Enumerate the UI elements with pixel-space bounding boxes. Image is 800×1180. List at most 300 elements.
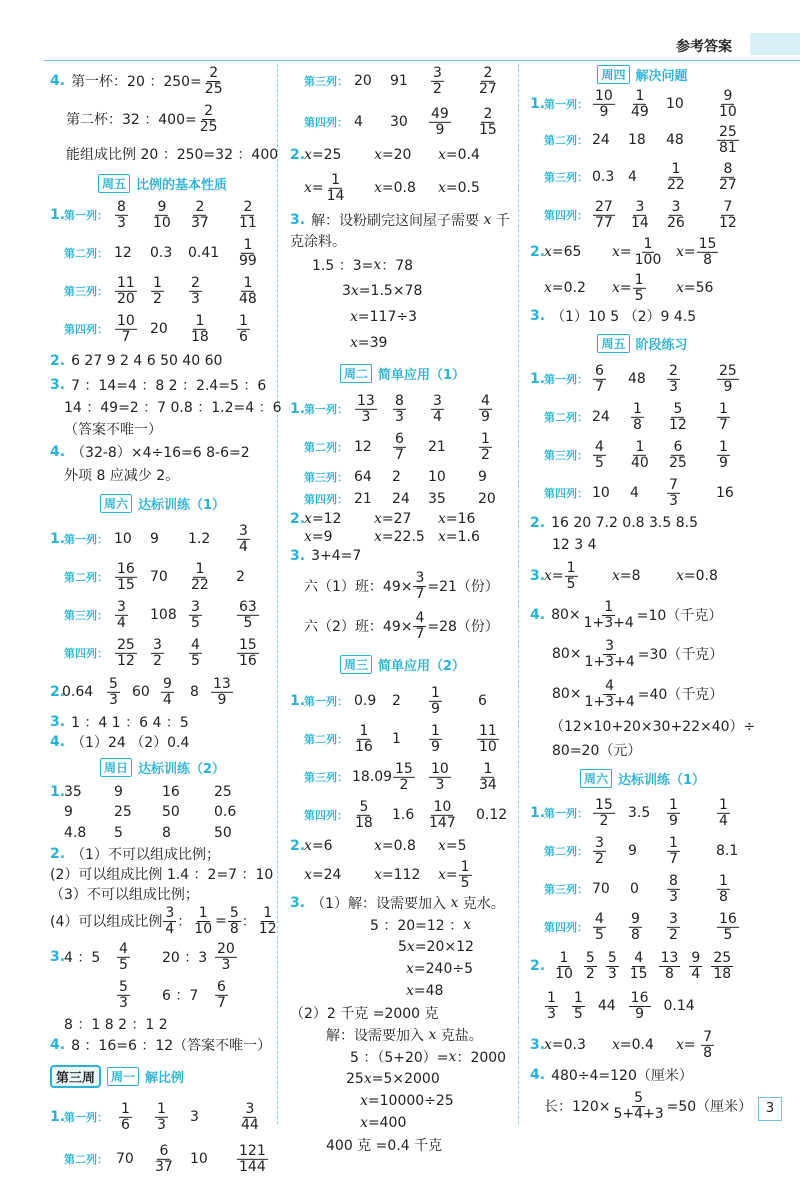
denominator: 25: [204, 80, 223, 97]
column-label: 第二列：: [544, 134, 588, 147]
answer-value: 8.1: [716, 843, 739, 859]
fraction: [593, 912, 606, 942]
answer-row: [290, 528, 515, 546]
answer-row: [50, 62, 275, 100]
column-label: 第三列：: [64, 285, 108, 298]
answer-value: =0.8: [381, 838, 416, 854]
variable-x: x: [544, 244, 552, 260]
fraction: [237, 200, 259, 230]
answer-value: 克盐。: [440, 1028, 483, 1044]
answer-row: [290, 858, 515, 892]
fraction: [431, 66, 444, 96]
fraction: [477, 66, 499, 96]
fraction: [606, 951, 619, 981]
variable-x: x: [350, 283, 359, 299]
fraction: [215, 980, 228, 1010]
answer-value: 0.3: [150, 245, 173, 261]
answer-value: 解：设需要加入: [326, 1028, 424, 1044]
numerator: 8: [723, 160, 733, 177]
denominator: 25: [199, 118, 218, 135]
variable-x: x: [676, 1037, 684, 1053]
question-number: 1.: [530, 96, 546, 112]
section-heading: [50, 170, 275, 196]
answer-value: =5: [445, 838, 467, 854]
variable-x: x: [374, 180, 382, 196]
answer-value: 第二杯：32 ：400=: [66, 112, 197, 128]
numerator: 3: [433, 392, 442, 409]
column-label: 第三列：: [304, 75, 348, 88]
numerator: 3: [191, 598, 200, 615]
denominator: 2: [669, 926, 678, 943]
answer-value: [374, 180, 416, 196]
denominator: 4: [163, 691, 172, 708]
answer-value: 1: [392, 731, 401, 747]
fraction: [717, 125, 739, 155]
numerator: 6: [595, 362, 604, 379]
answer-value: 3: [190, 1109, 199, 1125]
denominator: 11: [239, 214, 257, 231]
answer-value: 10: [666, 96, 684, 112]
answer-value: 5 ：（5+20）=: [350, 1050, 449, 1066]
column-divider-1: [277, 64, 278, 1124]
question-number: 3.: [290, 548, 306, 564]
fraction: [665, 200, 687, 230]
denominator: 3: [119, 994, 128, 1011]
answer-row: [530, 234, 755, 270]
question-number: 1.: [530, 371, 546, 387]
fraction: [477, 107, 499, 137]
answer-value: =27: [381, 511, 412, 527]
answer-row: 克涂料。: [290, 234, 346, 250]
denominator: 12: [117, 652, 135, 669]
fraction: [393, 762, 415, 792]
answer-value: 24: [592, 132, 610, 148]
fraction: [117, 980, 130, 1010]
answer-value: =10000÷25: [367, 1093, 454, 1109]
denominator: 8: [665, 965, 674, 982]
answer-value: =65: [551, 244, 582, 260]
fraction: [667, 836, 680, 866]
denominator: 2: [433, 80, 442, 97]
answer-value: 20: [478, 491, 496, 507]
answer-value: [374, 147, 411, 163]
page-number: 3: [758, 1097, 782, 1121]
denominator: 8: [703, 1044, 713, 1061]
column-label: 第三列：: [544, 171, 588, 184]
denominator: 15: [479, 121, 497, 138]
fraction: [325, 173, 347, 203]
fraction: [153, 1144, 175, 1174]
table-row: [530, 908, 755, 946]
fraction: [717, 200, 739, 230]
variable-x: x: [360, 1115, 368, 1131]
denominator: 49: [631, 103, 649, 120]
answer-value: 9: [628, 843, 637, 859]
table-row: [530, 196, 755, 234]
denominator: 9: [435, 121, 445, 138]
answer-row: （3）不可以组成比例；: [50, 887, 199, 903]
section-heading: [50, 752, 275, 782]
answer-value: 10: [190, 1151, 208, 1167]
answer-row: [50, 672, 275, 712]
column-label: 第三列：: [544, 883, 588, 896]
answer-value: 0.9: [354, 693, 377, 709]
numerator: 1: [195, 312, 205, 329]
denominator: 3: [607, 965, 617, 982]
denominator: 2: [153, 290, 162, 307]
variable-x: x: [463, 917, 472, 933]
answer-row: [290, 546, 515, 566]
answer-value: 35: [64, 784, 82, 800]
answer-value: 24: [392, 491, 410, 507]
denominator: 3: [109, 691, 118, 708]
fraction: [593, 364, 606, 394]
fraction: [189, 200, 211, 230]
numerator: 1: [331, 171, 341, 188]
column-label: 第二列：: [304, 441, 348, 454]
column-label: 第四列：: [304, 116, 348, 129]
fraction: [667, 912, 680, 942]
fraction: [479, 394, 492, 424]
variable-x: x: [304, 147, 312, 163]
denominator: 10: [479, 738, 497, 755]
answer-value: 50: [214, 825, 232, 841]
numerator: 11: [117, 274, 135, 291]
fraction: [119, 1102, 132, 1132]
answer-value: 80×: [552, 646, 582, 662]
numerator: 25: [117, 636, 135, 653]
answer-value: 10: [428, 469, 446, 485]
table-row: [50, 272, 275, 310]
column-label: 第二列：: [544, 411, 588, 424]
table-row: [50, 558, 275, 596]
answer-row: [530, 634, 755, 674]
answer-value: =56: [683, 280, 714, 296]
day-tag: 周六: [100, 494, 132, 513]
answer-row: [290, 1112, 515, 1134]
denominator: 5: [566, 575, 576, 592]
variable-x: x: [350, 309, 358, 325]
answer-value: =28（份）: [427, 619, 499, 635]
table-row: [290, 62, 515, 100]
numerator: 1: [157, 1100, 166, 1117]
answer-row: [530, 1064, 755, 1086]
fraction: [717, 402, 730, 432]
answer-row: 能组成比例 20 ：250=32 ：400: [66, 147, 279, 163]
numerator: 4: [415, 609, 425, 626]
numerator: 3: [415, 569, 425, 586]
answer-value: 70: [592, 881, 610, 897]
table-row: [50, 822, 275, 844]
day-tag: 周三: [340, 655, 372, 674]
column-label: 第四列：: [64, 647, 108, 660]
denominator: 34: [479, 776, 497, 793]
fraction: [667, 364, 680, 394]
variable-x: x: [360, 1093, 368, 1109]
answer-row: [290, 980, 515, 1002]
denominator: 81: [719, 139, 737, 156]
answer-row: [290, 210, 515, 230]
answer-value: =8: [619, 568, 641, 584]
fraction: [237, 524, 250, 554]
answer-value: x= $\frac{7}{8}$: [676, 1028, 713, 1061]
table-row: [290, 488, 515, 510]
answer-value: [374, 838, 416, 854]
table-row: [290, 796, 515, 834]
denominator: 3: [191, 290, 200, 307]
denominator: 8: [703, 251, 713, 268]
question-number: 3.: [50, 377, 66, 393]
table-row: [290, 758, 515, 796]
fraction: [115, 314, 137, 344]
answer-value: 480÷4=120（厘米）: [551, 1068, 693, 1084]
fraction: [115, 562, 137, 592]
denominator: 7: [719, 416, 728, 433]
answer-row: [50, 374, 275, 396]
answer-value: [107, 1067, 184, 1086]
table-row: [530, 436, 755, 474]
answer-row: 12 3 4: [552, 537, 597, 553]
day-tag: 周五: [597, 334, 629, 353]
numerator: 2: [669, 362, 678, 379]
answer-row: [290, 330, 515, 356]
answer-value: =39: [357, 335, 388, 351]
question-number: 2.: [530, 244, 546, 260]
question-number: 1.: [50, 207, 66, 223]
column-label: 第一列：: [304, 403, 348, 416]
table-row: [50, 802, 275, 822]
answer-row: [290, 252, 515, 278]
answer-row: [530, 596, 755, 634]
numerator: 3: [239, 522, 248, 539]
variable-x: x: [350, 335, 358, 351]
denominator: 5: [460, 874, 470, 891]
answer-value: （32-8）×4÷16=6 8-6=2: [71, 445, 250, 461]
answer-value: [438, 511, 475, 527]
answer-value: 六（2）班：49×: [304, 619, 413, 635]
fraction: [427, 800, 458, 830]
numerator: 10: [595, 87, 613, 104]
numerator: 121: [239, 1142, 266, 1159]
question-number: 1.: [530, 805, 546, 821]
answer-value: 21: [354, 491, 372, 507]
denominator: 1+3+4: [584, 653, 635, 670]
variable-x: x: [374, 867, 382, 883]
denominator: 3: [395, 408, 404, 425]
answer-value: =0.2: [551, 280, 586, 296]
denominator: 3: [547, 1005, 556, 1022]
answer-value: 六（1）班：49×: [304, 579, 413, 595]
denominator: 9: [723, 378, 733, 395]
fraction: [429, 107, 451, 137]
denominator: 1+3+4: [584, 693, 635, 710]
fraction: [431, 394, 444, 424]
answer-value: 解决问题: [635, 68, 688, 84]
numerator: 1: [669, 796, 678, 813]
answer-value: 25: [346, 1071, 364, 1087]
section-heading: [530, 62, 755, 86]
answer-value: =1.6: [445, 529, 480, 545]
table-row: [290, 100, 515, 144]
answer-value: （1）不可以组成比例；: [71, 847, 220, 863]
answer-value: 3.5: [628, 805, 651, 821]
answer-row: [50, 976, 275, 1014]
variable-x: x: [304, 867, 312, 883]
answer-value: 9: [478, 469, 487, 485]
fraction: [151, 276, 164, 306]
variable-x: x: [544, 280, 552, 296]
column-label: 第一列：: [544, 373, 588, 386]
column-label: 第一列：: [304, 695, 348, 708]
numerator: 4: [119, 940, 128, 957]
denominator: 37: [191, 214, 209, 231]
answer-value: 12: [114, 245, 132, 261]
denominator: 5: [723, 926, 733, 943]
answer-value: [438, 529, 480, 545]
answer-value: 解比例: [145, 1070, 185, 1086]
answer-value: [374, 529, 425, 545]
numerator: 9: [157, 198, 167, 215]
answer-value: =5×2000: [371, 1071, 440, 1087]
numerator: 1: [669, 834, 678, 851]
denominator: 26: [667, 214, 685, 231]
fraction: [584, 951, 597, 981]
answer-value: [304, 529, 333, 545]
answer-value: [304, 511, 341, 527]
day-tag: 周一: [107, 1067, 139, 1086]
numerator: 10: [431, 760, 449, 777]
answer-row: [290, 914, 515, 936]
denominator: 3: [669, 888, 678, 905]
denominator: 5+4+3: [613, 1105, 664, 1122]
answer-value: [676, 280, 713, 296]
numerator: 2: [191, 274, 200, 291]
fraction: [717, 798, 730, 828]
numerator: 6: [673, 438, 683, 455]
answer-row: [290, 606, 515, 646]
question-number: 4.: [530, 607, 546, 623]
denominator: 3: [117, 214, 126, 231]
numerator: 5: [109, 675, 118, 692]
answer-value: [438, 147, 480, 163]
fraction: [711, 951, 733, 981]
answer-value: 80×: [552, 686, 582, 702]
numerator: 3: [595, 834, 604, 851]
answer-row: [530, 986, 755, 1026]
question-number: 2.: [530, 958, 546, 974]
answer-value: 9: [150, 531, 159, 547]
table-row: [530, 158, 755, 196]
fraction: [189, 276, 202, 306]
answer-row: [50, 1034, 275, 1056]
answer-value: 16 20 7.2 0.8 3.5 8.5: [551, 515, 699, 531]
fraction: [553, 951, 575, 981]
table-row: [290, 390, 515, 428]
answer-value: =50（厘米）: [666, 1099, 753, 1115]
variable-x: x: [544, 568, 552, 584]
answer-value: 48: [666, 132, 684, 148]
fraction: [667, 798, 680, 828]
header-bar: [750, 33, 800, 55]
answer-value: [438, 180, 480, 196]
numerator: 2: [483, 105, 493, 122]
fraction: [717, 912, 739, 942]
numerator: 1: [195, 560, 205, 577]
denominator: 40: [631, 454, 649, 471]
column-2: [290, 62, 515, 1156]
answer-value: 9: [64, 804, 73, 820]
column-label: 第二列：: [544, 845, 588, 858]
answer-row: （2）2 千克 =2000 克: [290, 1006, 439, 1022]
numerator: 6: [395, 430, 404, 447]
question-number: 3.: [290, 212, 306, 228]
question-number: 3.: [50, 714, 66, 730]
answer-value: =30（千克）: [637, 647, 724, 663]
table-row: [530, 794, 755, 832]
answer-row: [50, 938, 275, 976]
question-number: 4.: [50, 444, 66, 460]
day-tag: 周四: [597, 65, 629, 84]
numerator: 3: [117, 598, 126, 615]
denominator: 5: [191, 652, 200, 669]
numerator: 1: [671, 160, 681, 177]
numerator: 15: [595, 796, 613, 813]
answer-value: 8: [162, 825, 171, 841]
column-3: [530, 62, 755, 1126]
answer-value: =240÷5: [413, 961, 473, 977]
fraction: [237, 600, 259, 630]
table-row: [530, 398, 755, 436]
denominator: 99: [239, 252, 257, 269]
fraction: [355, 394, 377, 424]
answer-value: 0.64: [62, 684, 94, 700]
answer-value: 18: [628, 132, 646, 148]
column-label: 第一列：: [64, 209, 108, 222]
answer-value: 48: [628, 371, 646, 387]
column-label: 第四列：: [544, 209, 588, 222]
question-number: 2.: [290, 838, 306, 854]
answer-row: [290, 834, 515, 858]
answer-value: 克水。: [462, 896, 505, 912]
numerator: 5: [585, 949, 595, 966]
fraction: [565, 561, 578, 591]
fraction: [477, 724, 499, 754]
variable-x: x: [544, 1037, 552, 1053]
numerator: 5: [673, 400, 683, 417]
table-row: [50, 596, 275, 634]
fraction: [633, 273, 646, 303]
variable-x: x: [676, 244, 684, 260]
fraction: [237, 238, 259, 268]
numerator: 20: [217, 940, 235, 957]
column-label: 第一列：: [64, 533, 108, 546]
answer-row: [530, 512, 755, 534]
numerator: 25: [713, 949, 732, 966]
answer-value: =16: [445, 511, 476, 527]
answer-value: 70: [150, 569, 168, 585]
fraction: [161, 677, 174, 707]
table-row: [50, 782, 275, 802]
denominator: 2: [585, 965, 595, 982]
answer-value: [612, 1037, 654, 1053]
fraction: [667, 402, 689, 432]
answer-value: 30: [390, 114, 408, 130]
denominator: 4: [719, 812, 728, 829]
denominator: 48: [239, 290, 257, 307]
answer-value: ：: [241, 914, 256, 930]
fraction: [115, 600, 128, 630]
answer-value: x= $\frac{15}{8}$: [676, 235, 717, 268]
